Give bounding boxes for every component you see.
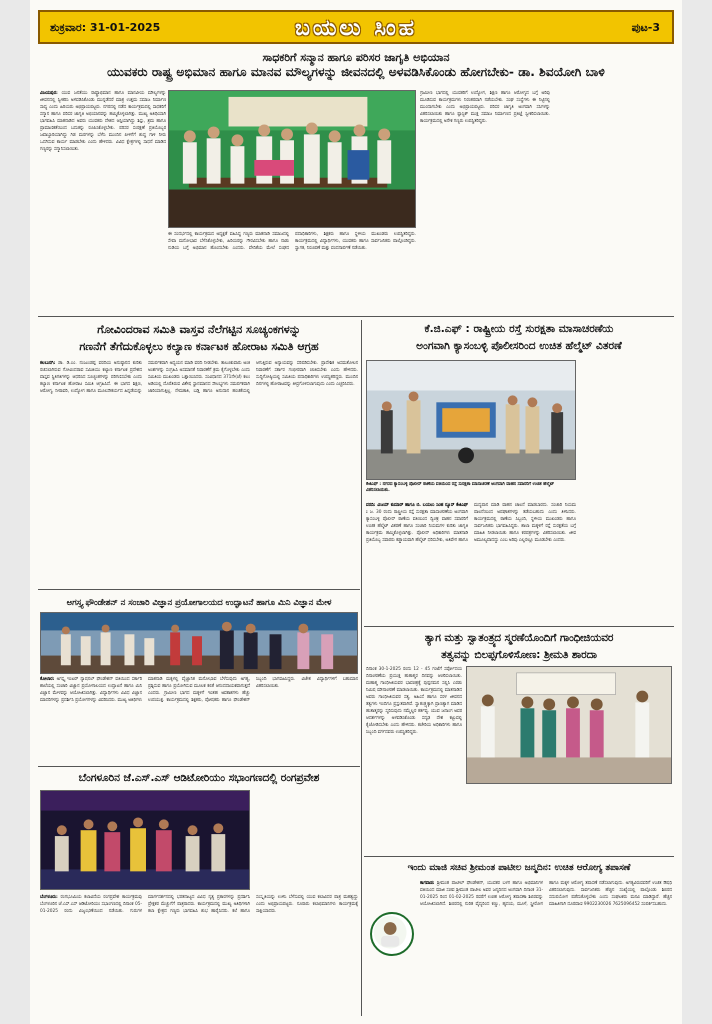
health-body-side (366, 962, 418, 1012)
science-body-text: ಅಗಸ್ತ್ಯ ಇಂಟರ್ ನ್ಯಾಷನಲ್ ಫೌಂಡೇಶನ್ ವತಿಯಿಂದ ಸರ್ಕಾರಿ ಶಾಲೆಯಲ್ಲಿ ಸಂಚಾರಿ ವಿಜ್ಞಾನ ಪ್ರಯೋಗಾಲಯದ ಉದ್ಘಾಟನೆ ಹಾಗೂ ಮಿನಿ ವಿಜ್ಞಾನ ಮೇಳವನ್ನು ಆಯೋಜಿಸಲಾಗಿತ್ತು. ವಿದ್ಯಾರ್ಥಿಗಳು ವಿವಿಧ ವಿಜ್ಞಾನ ಮಾದರಿಗಳನ್ನು ಪ್ರದರ್ಶಿಸಿ ಪ್ರಯೋಗಗಳನ್ನು ವಿವರಿಸಿದರು. ಮುಖ್ಯ ಅತಿಥಿಗಳು ಮಾತನಾಡಿ ಮಕ್ಕಳಲ್ಲಿ ವೈಜ್ಞಾನಿಕ ಮನೋಭಾವ ಬೆಳೆಸುವುದು ಅಗತ್ಯ, ಪ್ರಶ್ನಿಸುವ ಹಾಗೂ ಪ್ರಯೋಗಿಸುವ ಮೂಲಕ ಕಲಿಕೆ ಆನಂದದಾಯಕವಾಗುತ್ತದೆ ಎಂದರು. ಗ್ರಾಮೀಣ ಭಾಗದ ಮಕ್ಕಳಿಗೆ ಇಂತಹ ಅವಕಾಶಗಳು ಹೆಚ್ಚು ಉಪಯುಕ್ತ. ಕಾರ್ಯಕ್ರಮದಲ್ಲಿ ಶಿಕ್ಷಕರು, ಪೋಷಕರು ಹಾಗೂ ಫೌಂಡೇಶನ್ ಸಿಬ್ಬಂದಿ ಭಾಗವಹಿಸಿದ್ದರು. ವಿಜೇತ ವಿದ್ಯಾರ್ಥಿಗಳಿಗೆ ಬಹುಮಾನ ವಿತರಿಸಲಾಯಿತು. (40, 677, 358, 703)
page-number: ಪುಟ-3 (631, 21, 660, 34)
bridges-lead: ಕಲಬುರಗಿ: (40, 361, 56, 366)
bridges-body (40, 360, 358, 582)
foundation-logo (370, 912, 414, 956)
theatre-body-side (254, 790, 358, 890)
divider (364, 856, 674, 857)
youth-body-left-text: ಯುವ ಜನತೆಯು ರಾಷ್ಟ್ರಾಭಿಮಾನ ಹಾಗೂ ಮಾನವೀಯ ಮೌಲ್ಯಗಳನ್ನು ಜೀವನದಲ್ಲಿ ಸ್ವೀಕರಿಸಿ ಅಳವಡಿಸಿಕೊಂಡು ಮುನ್ನಡೆದರೆ ಮಾತ್ರ ಉತ್ತಮ ಸಮಾಜ ನಿರ್ಮಾಣ ಸಾಧ್ಯ ಎಂದು ಹಿರಿಯರು ಅಭಿಪ್ರಾಯಪಟ್ಟರು. ನಗರದಲ್ಲಿ ನಡೆದ ಕಾರ್ಯಕ್ರಮದಲ್ಲಿ ಸಾಧಕರಿಗೆ ಸನ್ಮಾನ ಹಾಗೂ ಪರಿಸರ ಜಾಗೃತಿ ಅಭಿಯಾನವನ್ನು ಹಮ್ಮಿಕೊಳ್ಳಲಾಗಿತ್ತು. ಮುಖ್ಯ ಅತಿಥಿಯಾಗಿ ಭಾಗವಹಿಸಿ ಮಾತನಾಡಿದ ಅವರು ಯುವಕರು ದೇಶದ ಆಸ್ತಿಯಾಗಿದ್ದು ಶಿಸ್ತು, ಶ್ರಮ ಹಾಗೂ ಪ್ರಾಮಾಣಿಕತೆಯಿಂದ ಬದುಕನ್ನು ರೂಪಿಸಿಕೊಳ್ಳಬೇಕು. ಪರಿಸರ ಸಂರಕ್ಷಣೆ ಪ್ರತಿಯೊಬ್ಬರ ಜವಾಬ್ದಾರಿಯಾಗಿದ್ದು ಗಿಡ ಮರಗಳನ್ನು ಬೆಳೆಸಿ ಮುಂದಿನ ಪೀಳಿಗೆಗೆ ಶುದ್ಧ ಗಾಳಿ ನೀರು ಒದಗಿಸುವ ಕಾರ್ಯ ಮಾಡಬೇಕು ಎಂದು ಹೇಳಿದರು. ವಿವಿಧ ಕ್ಷೇತ್ರಗಳಲ್ಲಿ ಸಾಧನೆ ಮಾಡಿದ ಗಣ್ಯರನ್ನು ಸನ್ಮಾನಿಸಲಾಯಿತು. (40, 91, 166, 152)
health-body (420, 880, 672, 1010)
newspaper-title: ಬಯಲು ಸಿಂಹ (294, 15, 418, 41)
divider (38, 766, 360, 767)
gandhi-photo (466, 666, 672, 784)
masthead (38, 10, 674, 44)
youth-headline: ಯುವಕರು ರಾಷ್ಟ್ರ ಅಭಿಮಾನ ಹಾಗೂ ಮಾನವ ಮೌಲ್ಯಗಳನ್ನು ಜೀವನದಲ್ಲಿ ಅಳವಡಿಸಿಕೊಂಡು ಹೋಗಬೇಕು- ಡಾ. ಶಿವಯೋಗಿ ಬಾಳಿ (107, 65, 605, 79)
youth-photo (168, 90, 416, 228)
gandhi-body-lower (466, 788, 672, 850)
youth-body-mid: ಈ ಸಂದರ್ಭದಲ್ಲಿ ಕಾರ್ಯಕ್ರಮದ ಅಧ್ಯಕ್ಷತೆ ವಹಿಸಿದ್ದ ಗಣ್ಯರು ಮಾತನಾಡಿ ಸಮಾಜದಲ್ಲಿ ಸೇವಾ ಮನೋಭಾವ ಬೆಳೆಸಿಕೊಳ್ಳಬೇಕು, ಹಿರಿಯರನ್ನು ಗೌರವಿಸಬೇಕು ಹಾಗೂ ನಾಡು ನುಡಿಯ ಬಗ್ಗೆ ಅಭಿಮಾನ ಹೊಂದಬೇಕು ಎಂದರು. ವೇದಿಕೆಯ ಮೇಲೆ ಸಂಘದ ಪದಾಧಿಕಾರಿಗಳು, ಶಿಕ್ಷಕರು ಹಾಗೂ ಸ್ಥಳೀಯ ಮುಖಂಡರು ಉಪಸ್ಥಿತರಿದ್ದರು. ಕಾರ್ಯಕ್ರಮದಲ್ಲಿ ವಿದ್ಯಾರ್ಥಿಗಳು, ಯುವಕರು ಹಾಗೂ ಸಾರ್ವಜನಿಕರು ಪಾಲ್ಗೊಂಡಿದ್ದರು. ಸ್ವಾಗತ, ನಿರೂಪಣೆ ಮತ್ತು ವಂದನಾರ್ಪಣೆ ನಡೆಯಿತು. (168, 232, 416, 251)
helmet-body-text: ಜ. 30 ರಂದು ರಾಷ್ಟ್ರೀಯ ರಸ್ತೆ ಸುರಕ್ಷತಾ ಮಾಸಾಚರಣೆಯ ಅಂಗವಾಗಿ ಕ್ಯಾಸಂಬಳ್ಳಿ ಪೊಲೀಸ್ ಠಾಣೆಯ ವತಿಯಿಂದ ದ್ವಿಚಕ್ರ ವಾಹನ ಸವಾರರಿಗೆ ಉಚಿತ ಹೆಲ್ಮೆಟ್ ವಿತರಣೆ ಹಾಗೂ ಸಂಚಾರಿ ನಿಯಮಗಳ ಕುರಿತು ಜಾಗೃತಿ ಕಾರ್ಯಕ್ರಮ ಹಮ್ಮಿಕೊಳ್ಳಲಾಗಿತ್ತು. ಪೊಲೀಸ್ ಅಧಿಕಾರಿಗಳು ಮಾತನಾಡಿ ಪ್ರತಿಯೊಬ್ಬ ಸವಾರರು ಕಡ್ಡಾಯವಾಗಿ ಹೆಲ್ಮೆಟ್ ಧರಿಸಬೇಕು, ಅತಿವೇಗ ಹಾಗೂ ಮದ್ಯಪಾನ ಮಾಡಿ ವಾಹನ ಚಾಲನೆ ಮಾಡಬಾರದು. ಸಂಚಾರಿ ನಿಯಮ ಪಾಲನೆಯಿಂದ ಅಪಘಾತಗಳನ್ನು ತಡೆಯಬಹುದು ಎಂದು ತಿಳಿಸಿದರು. ಕಾರ್ಯಕ್ರಮದಲ್ಲಿ ಠಾಣೆಯ ಸಿಬ್ಬಂದಿ, ಸ್ಥಳೀಯ ಮುಖಂಡರು ಹಾಗೂ ಸಾರ್ವಜನಿಕರು ಭಾಗವಹಿಸಿದ್ದರು. ಶಾಲಾ ಮಕ್ಕಳಿಗೆ ರಸ್ತೆ ಸುರಕ್ಷತೆಯ ಬಗ್ಗೆ ಮಾಹಿತಿ ನೀಡಲಾಯಿತು ಹಾಗೂ ಕರಪತ್ರಗಳನ್ನು ವಿತರಿಸಲಾಯಿತು. ಜೀವ ಅಮೂಲ್ಯವಾದದ್ದು ಎಂಬ ಅರಿವು ಎಲ್ಲರಲ್ಲೂ ಮೂಡಬೇಕು ಎಂದರು. (366, 503, 576, 543)
column-divider (361, 320, 362, 1016)
bridges-body-text: ಡಾ. ಡಿ.ಎಂ. ನಂಜುಂಡಪ್ಪ ವರದಿಯ ಅನುಷ್ಠಾನದ ಕುರಿತು ರಚಿಸಲಾಗಿರುವ ಗೋವಿಂದರಾವ ಸಮಿತಿಯು ಕಲ್ಯಾಣ ಕರ್ನಾಟಕ ಪ್ರದೇಶದ ವಾಸ್ತವ ಸ್ಥಿತಿಗತಿಗಳನ್ನು ಆಧರಿಸಿದ ಸೂಚ್ಯಂಕಗಳನ್ನು ಪರಿಗಣಿಸಬೇಕು ಎಂದು ಕಲ್ಯಾಣ ಕರ್ನಾಟಕ ಹೋರಾಟ ಸಮಿತಿ ಆಗ್ರಹಿಸಿದೆ. ಈ ಭಾಗದ ಶಿಕ್ಷಣ, ಆರೋಗ್ಯ, ನೀರಾವರಿ, ಉದ್ಯೋಗ ಹಾಗೂ ಮೂಲಸೌಕರ್ಯದ ಹಿನ್ನಡೆಯನ್ನು ಸಮರ್ಪಕವಾಗಿ ಅಧ್ಯಯನ ಮಾಡಿ ವರದಿ ನೀಡಬೇಕು. ತಾಲೂಕುವಾರು ಅಂಕಿ ಅಂಶಗಳನ್ನು ಸಂಗ್ರಹಿಸಿ ಅಸಮಾನತೆ ನಿವಾರಣೆಗೆ ಕ್ರಮ ಕೈಗೊಳ್ಳಬೇಕು ಎಂದು ಸಮಿತಿಯ ಮುಖಂಡರು ಒತ್ತಾಯಿಸಿದರು. ಸಂವಿಧಾನದ 371ನೇ(ಜೆ) ಕಲಂ ಅಡಿಯಲ್ಲಿ ದೊರೆತಿರುವ ವಿಶೇಷ ಸ್ಥಾನಮಾನದ ಸೌಲಭ್ಯಗಳು ಸಮರ್ಪಕವಾಗಿ ಜಾರಿಯಾಗುತ್ತಿಲ್ಲ. ನೇಮಕಾತಿ, ಬಡ್ತಿ ಹಾಗೂ ಅನುದಾನ ಹಂಚಿಕೆಯಲ್ಲಿ ಆಗುತ್ತಿರುವ ಅನ್ಯಾಯವನ್ನು ಸರಿಪಡಿಸಬೇಕು. ಪ್ರಾದೇಶಿಕ ಅಸಮತೋಲನ ನಿವಾರಣೆಗೆ ಸರ್ಕಾರ ಗಂಭೀರವಾಗಿ ಚಿಂತಿಸಬೇಕು ಎಂದು ಹೇಳಿದರು. ಸುದ್ದಿಗೋಷ್ಠಿಯಲ್ಲಿ ಸಮಿತಿಯ ಪದಾಧಿಕಾರಿಗಳು ಉಪಸ್ಥಿತರಿದ್ದರು. ಮುಂದಿನ ದಿನಗಳಲ್ಲಿ ಹೋರಾಟವನ್ನು ತೀವ್ರಗೊಳಿಸಲಾಗುವುದು ಎಂದು ಎಚ್ಚರಿಸಿದರು. (40, 361, 358, 394)
health-headline: ಇಂದು ಮಾಜಿ ಸಚಿವ ಶ್ರೀಮಂತ ಪಾಟೀಲ ಜನ್ಮದಿನ: ಉಚಿತ ಆರೋಗ್ಯ ತಪಾಸಣೆ (407, 863, 631, 873)
helmet-photo (366, 360, 576, 480)
theatre-photo (40, 790, 250, 890)
theatre-lead: ಬೆಂಗಳೂರು: (40, 895, 58, 900)
divider (38, 589, 360, 590)
issue-date: ಶುಕ್ರವಾರ: 31-01-2025 (50, 21, 161, 34)
science-photo (40, 612, 358, 674)
health-lead: ಕಾಗವಾಡ: (420, 881, 435, 886)
youth-body-left (40, 90, 166, 312)
health-body-text: ಶ್ರೀಮಂತ ಪಾಟೀಲ್ ಫೌಂಡೇಶನ್, ಯುವಕರ ಬಳಗ ಹಾಗೂ ಅಭಿಮಾನಿಗಳ ವತಿಯಿಂದ ಮಾಜಿ ಸಚಿವ ಶ್ರೀಮಂತ ಪಾಟೀಲ ಅವರ ಜನ್ಮದಿನದ ಅಂಗವಾಗಿ ದಿನಾಂಕ 31-01-2025 ರಿಂದ 01-02-2025 ರವರೆಗೆ ಉಚಿತ ಆರೋಗ್ಯ ತಪಾಸಣಾ ಶಿಬಿರವನ್ನು ಆಯೋಜಿಸಲಾಗಿದೆ. ಶಿಬಿರದಲ್ಲಿ ನುರಿತ ವೈದ್ಯರಿಂದ ಕಣ್ಣು, ಹೃದಯ, ಮೂಳೆ, ಸ್ತ್ರೀರೋಗ ಹಾಗೂ ಮಕ್ಕಳ ಆರೋಗ್ಯ ತಪಾಸಣೆ ನಡೆಸಲಾಗುವುದು. ಅಗತ್ಯವಿರುವವರಿಗೆ ಉಚಿತ ಔಷಧಿ ವಿತರಿಸಲಾಗುವುದು. ಸಾರ್ವಜನಿಕರು ಹೆಚ್ಚಿನ ಸಂಖ್ಯೆಯಲ್ಲಿ ಪಾಲ್ಗೊಂಡು ಶಿಬಿರದ ಸದುಪಯೋಗ ಪಡೆದುಕೊಳ್ಳಬೇಕು ಎಂದು ಸಂಘಟಕರು ಮನವಿ ಮಾಡಿದ್ದಾರೆ. ಹೆಚ್ಚಿನ ಮಾಹಿತಿಗಾಗಿ ದೂರವಾಣಿ 9902230026 7625096452 ಸಂಪರ್ಕಿಸಬಹುದು. (420, 881, 672, 907)
youth-kicker: ಸಾಧಕರಿಗೆ ಸನ್ಮಾನ ಹಾಗೂ ಪರಿಸರ ಜಾಗೃತಿ ಅಭಿಯಾನ (262, 51, 450, 64)
gandhi-body: ದಿನಾಂಕ 30-1-2025 ರಂದು 12 - 45 ಗಂಟೆಗೆ ಸರ್ವೋದಯ ದಿನಾಚರಣೆಯ ಪ್ರಯುಕ್ತ ಹುತಾತ್ಮರ ದಿನವನ್ನು ಆಚರಿಸಲಾಯಿತು. ಮಹಾತ್ಮ ಗಾಂಧೀಜಿಯವರ ಭಾವಚಿತ್ರಕ್ಕೆ ಪುಷ್ಪನಮನ ಸಲ್ಲಿಸಿ ಎರಡು ನಿಮಿಷ ಮೌನಾಚರಣೆ ಮಾಡಲಾಯಿತು. ಕಾರ್ಯಕ್ರಮದಲ್ಲಿ ಮಾತನಾಡಿದ ಅವರು ಗಾಂಧೀಜಿಯವರ ಸತ್ಯ, ಅಹಿಂಸೆ ಹಾಗೂ ಸರಳ ಜೀವನದ ತತ್ವಗಳು ಇಂದಿಗೂ ಪ್ರಸ್ತುತವಾಗಿವೆ. ಸ್ವಾತಂತ್ರ್ಯಕ್ಕಾಗಿ ಪ್ರಾಣತ್ಯಾಗ ಮಾಡಿದ ಹುತಾತ್ಮರನ್ನು ಸ್ಮರಿಸುವುದು ನಮ್ಮೆಲ್ಲರ ಕರ್ತವ್ಯ. ಯುವ ಜನಾಂಗ ಅವರ ಆದರ್ಶಗಳನ್ನು ಅಳವಡಿಸಿಕೊಂಡು ಸದೃಢ ದೇಶ ಕಟ್ಟುವಲ್ಲಿ ಕೈಜೋಡಿಸಬೇಕು ಎಂದು ಹೇಳಿದರು. ಕಚೇರಿಯ ಅಧಿಕಾರಿಗಳು ಹಾಗೂ ಸಿಬ್ಬಂದಿ ವರ್ಗದವರು ಉಪಸ್ಥಿತರಿದ್ದರು. (366, 667, 462, 735)
youth-lead: ವಿಜಯಪುರ: (40, 91, 58, 96)
helmet-photo-caption: ಕೆಜಿಎಫ್ : ನಗರದ ಕ್ಯಾಸಂಬಳ್ಳಿ ಪೊಲೀಸ್ ಠಾಣೆಯ ವತಿಯಿಂದ ರಸ್ತೆ ಸುರಕ್ಷತಾ ಮಾಸಾಚರಣೆ ಅಂಗವಾಗಿ ವಾಹನ ಸವಾರರಿಗೆ ಉಚಿತ ಹೆಲ್ಮೆಟ್ ವಿತರಿಸಲಾಯಿತು. (366, 482, 555, 493)
youth-body-right-b (552, 90, 674, 312)
youth-body-right-a: ಗ್ರಾಮೀಣ ಭಾಗದಲ್ಲಿ ಯುವಕರಿಗೆ ಉದ್ಯೋಗ, ಶಿಕ್ಷಣ ಹಾಗೂ ಆರೋಗ್ಯದ ಬಗ್ಗೆ ಅರಿವು ಮೂಡಿಸುವ ಕಾರ್ಯಕ್ರಮಗಳು ನಿರಂತರವಾಗಿ ನಡೆಯಬೇಕು. ಸಂಘ ಸಂಸ್ಥೆಗಳು ಈ ನಿಟ್ಟಿನಲ್ಲಿ ಮುಂದಾಗಬೇಕು ಎಂದು ಅಭಿಪ್ರಾಯಪಟ್ಟರು. ಪರಿಸರ ಜಾಗೃತಿ ಅಂಗವಾಗಿ ಸಸಿಗಳನ್ನು ವಿತರಿಸಲಾಯಿತು ಹಾಗೂ ಪ್ಲಾಸ್ಟಿಕ್ ಮುಕ್ತ ಸಮಾಜ ನಿರ್ಮಾಣದ ಪ್ರತಿಜ್ಞೆ ಸ್ವೀಕರಿಸಲಾಯಿತು. ಕಾರ್ಯಕ್ರಮದಲ್ಲಿ ಅನೇಕ ಗಣ್ಯರು ಉಪಸ್ಥಿತರಿದ್ದರು. (420, 91, 550, 124)
science-body (40, 676, 358, 762)
theatre-headline: ಬೆಂಗಳೂರಿನ ಜೆ.ಎಸ್.ಎಸ್ ಆಡಿಟೋರಿಯಂ ಸಭಾಂಗಣದಲ್ಲಿ ರಂಗಪ್ರವೇಶ (78, 772, 320, 784)
helmet-body (366, 502, 576, 622)
science-headline: ಅಗಸ್ತ್ಯ ಫೌಂಡೇಶನ್ ನ ಸಂಚಾರಿ ವಿಜ್ಞಾನ ಪ್ರಯೋಗಾಲಯದ ಉದ್ಘಾಟನೆ ಹಾಗೂ ಮಿನಿ ವಿಜ್ಞಾನ ಮೇಳ (66, 597, 332, 607)
science-lead: ಕೋಲಾರ: (40, 677, 55, 682)
divider (364, 626, 674, 627)
gandhi-headline-2: ತತ್ವವನ್ನು ಬಿಲಪ್ಪಗೊಳಿಸೋಣ: ಶ್ರೀಮತಿ ಶಾರದಾ (441, 649, 597, 661)
bridges-headline-2: ಗಣನೆಗೆ ತೆಗೆದುಕೊಳ್ಳಲು ಕಲ್ಯಾಣ ಕರ್ನಾಟಕ ಹೋರಾಟ ಸಮಿತಿ ಆಗ್ರಹ (79, 340, 319, 353)
theatre-body (40, 894, 358, 1014)
bridges-headline-1: ಗೋವಿಂದರಾವ ಸಮಿತಿ ವಾಸ್ತವ ನೆಲೆಗಟ್ಟಿನ ಸೂಚ್ಯಂಕಗಳನ್ನು (97, 323, 301, 336)
newspaper-page (30, 0, 682, 1024)
gandhi-headline-1: ತ್ಯಾಗ ಮತ್ತು ಸ್ವಾತಂತ್ರ್ಯದ ಸ್ಮರಣೆಯೊಂದಿಗೆ ಗಾಂಧೀಜಿಯವರ (424, 632, 614, 644)
helmet-lead: ಕೆಜಿಎಫ್ : (366, 503, 468, 515)
divider (38, 316, 674, 317)
helmet-headline-1: ಕೆ.ಜಿ.ಎಫ್ : ರಾಷ್ಟ್ರೀಯ ರಸ್ತೆ ಸುರಕ್ಷತಾ ಮಾಸಾಚರಣೆಯ (424, 323, 614, 335)
helmet-byline: ವರದಿ: ವಿಜಯ್ ಕುಮಾರ್ ಹಾಗೂ ಬಿ. ಬಯಲು ಸಿಂಹ ನ್ಯೂಸ್ (366, 503, 455, 508)
helmet-body-side (580, 360, 672, 622)
theatre-body-text: ರಂಗಭೂಮಿಯ ಕಲಾವಿದೆಯ ರಂಗಪ್ರವೇಶ ಕಾರ್ಯಕ್ರಮವು ಬೆಂಗಳೂರಿನ ಜೆ.ಎಸ್.ಎಸ್ ಆಡಿಟೋರಿಯಂ ಸಭಾಂಗಣದಲ್ಲಿ ದಿನಾಂಕ 05-01-2025 ರಂದು ವಿಜೃಂಭಣೆಯಿಂದ ನಡೆಯಿತು. ಗುರುಗಳ ಮಾರ್ಗದರ್ಶನದಲ್ಲಿ ಭರತನಾಟ್ಯದ ವಿವಿಧ ನೃತ್ಯ ಪ್ರಕಾರಗಳನ್ನು ಪ್ರದರ್ಶಿಸಿ ಪ್ರೇಕ್ಷಕರ ಮೆಚ್ಚುಗೆಗೆ ಪಾತ್ರರಾದರು. ಕಾರ್ಯಕ್ರಮದಲ್ಲಿ ಮುಖ್ಯ ಅತಿಥಿಗಳಾಗಿ ಕಲಾ ಕ್ಷೇತ್ರದ ಗಣ್ಯರು ಭಾಗವಹಿಸಿ ಶುಭ ಹಾರೈಸಿದರು. ಕಲೆ ಹಾಗೂ ಸಂಸ್ಕೃತಿಯನ್ನು ಉಳಿಸಿ ಬೆಳೆಸುವಲ್ಲಿ ಯುವ ಕಲಾವಿದರ ಪಾತ್ರ ಮಹತ್ವದ್ದು ಎಂದು ಅಭಿಪ್ರಾಯಪಟ್ಟರು. ನೂರಾರು ಕಲಾಭಿಮಾನಿಗಳು ಕಾರ್ಯಕ್ರಮಕ್ಕೆ ಸಾಕ್ಷಿಯಾದರು. (40, 895, 358, 914)
helmet-headline-2: ಅಂಗವಾಗಿ ಕ್ಯಾಸಂಬಳ್ಳಿ ಪೊಲೀಸರಿಂದ ಉಚಿತ ಹೆಲ್ಮೆಟ್ ವಿತರಣೆ (416, 340, 622, 352)
